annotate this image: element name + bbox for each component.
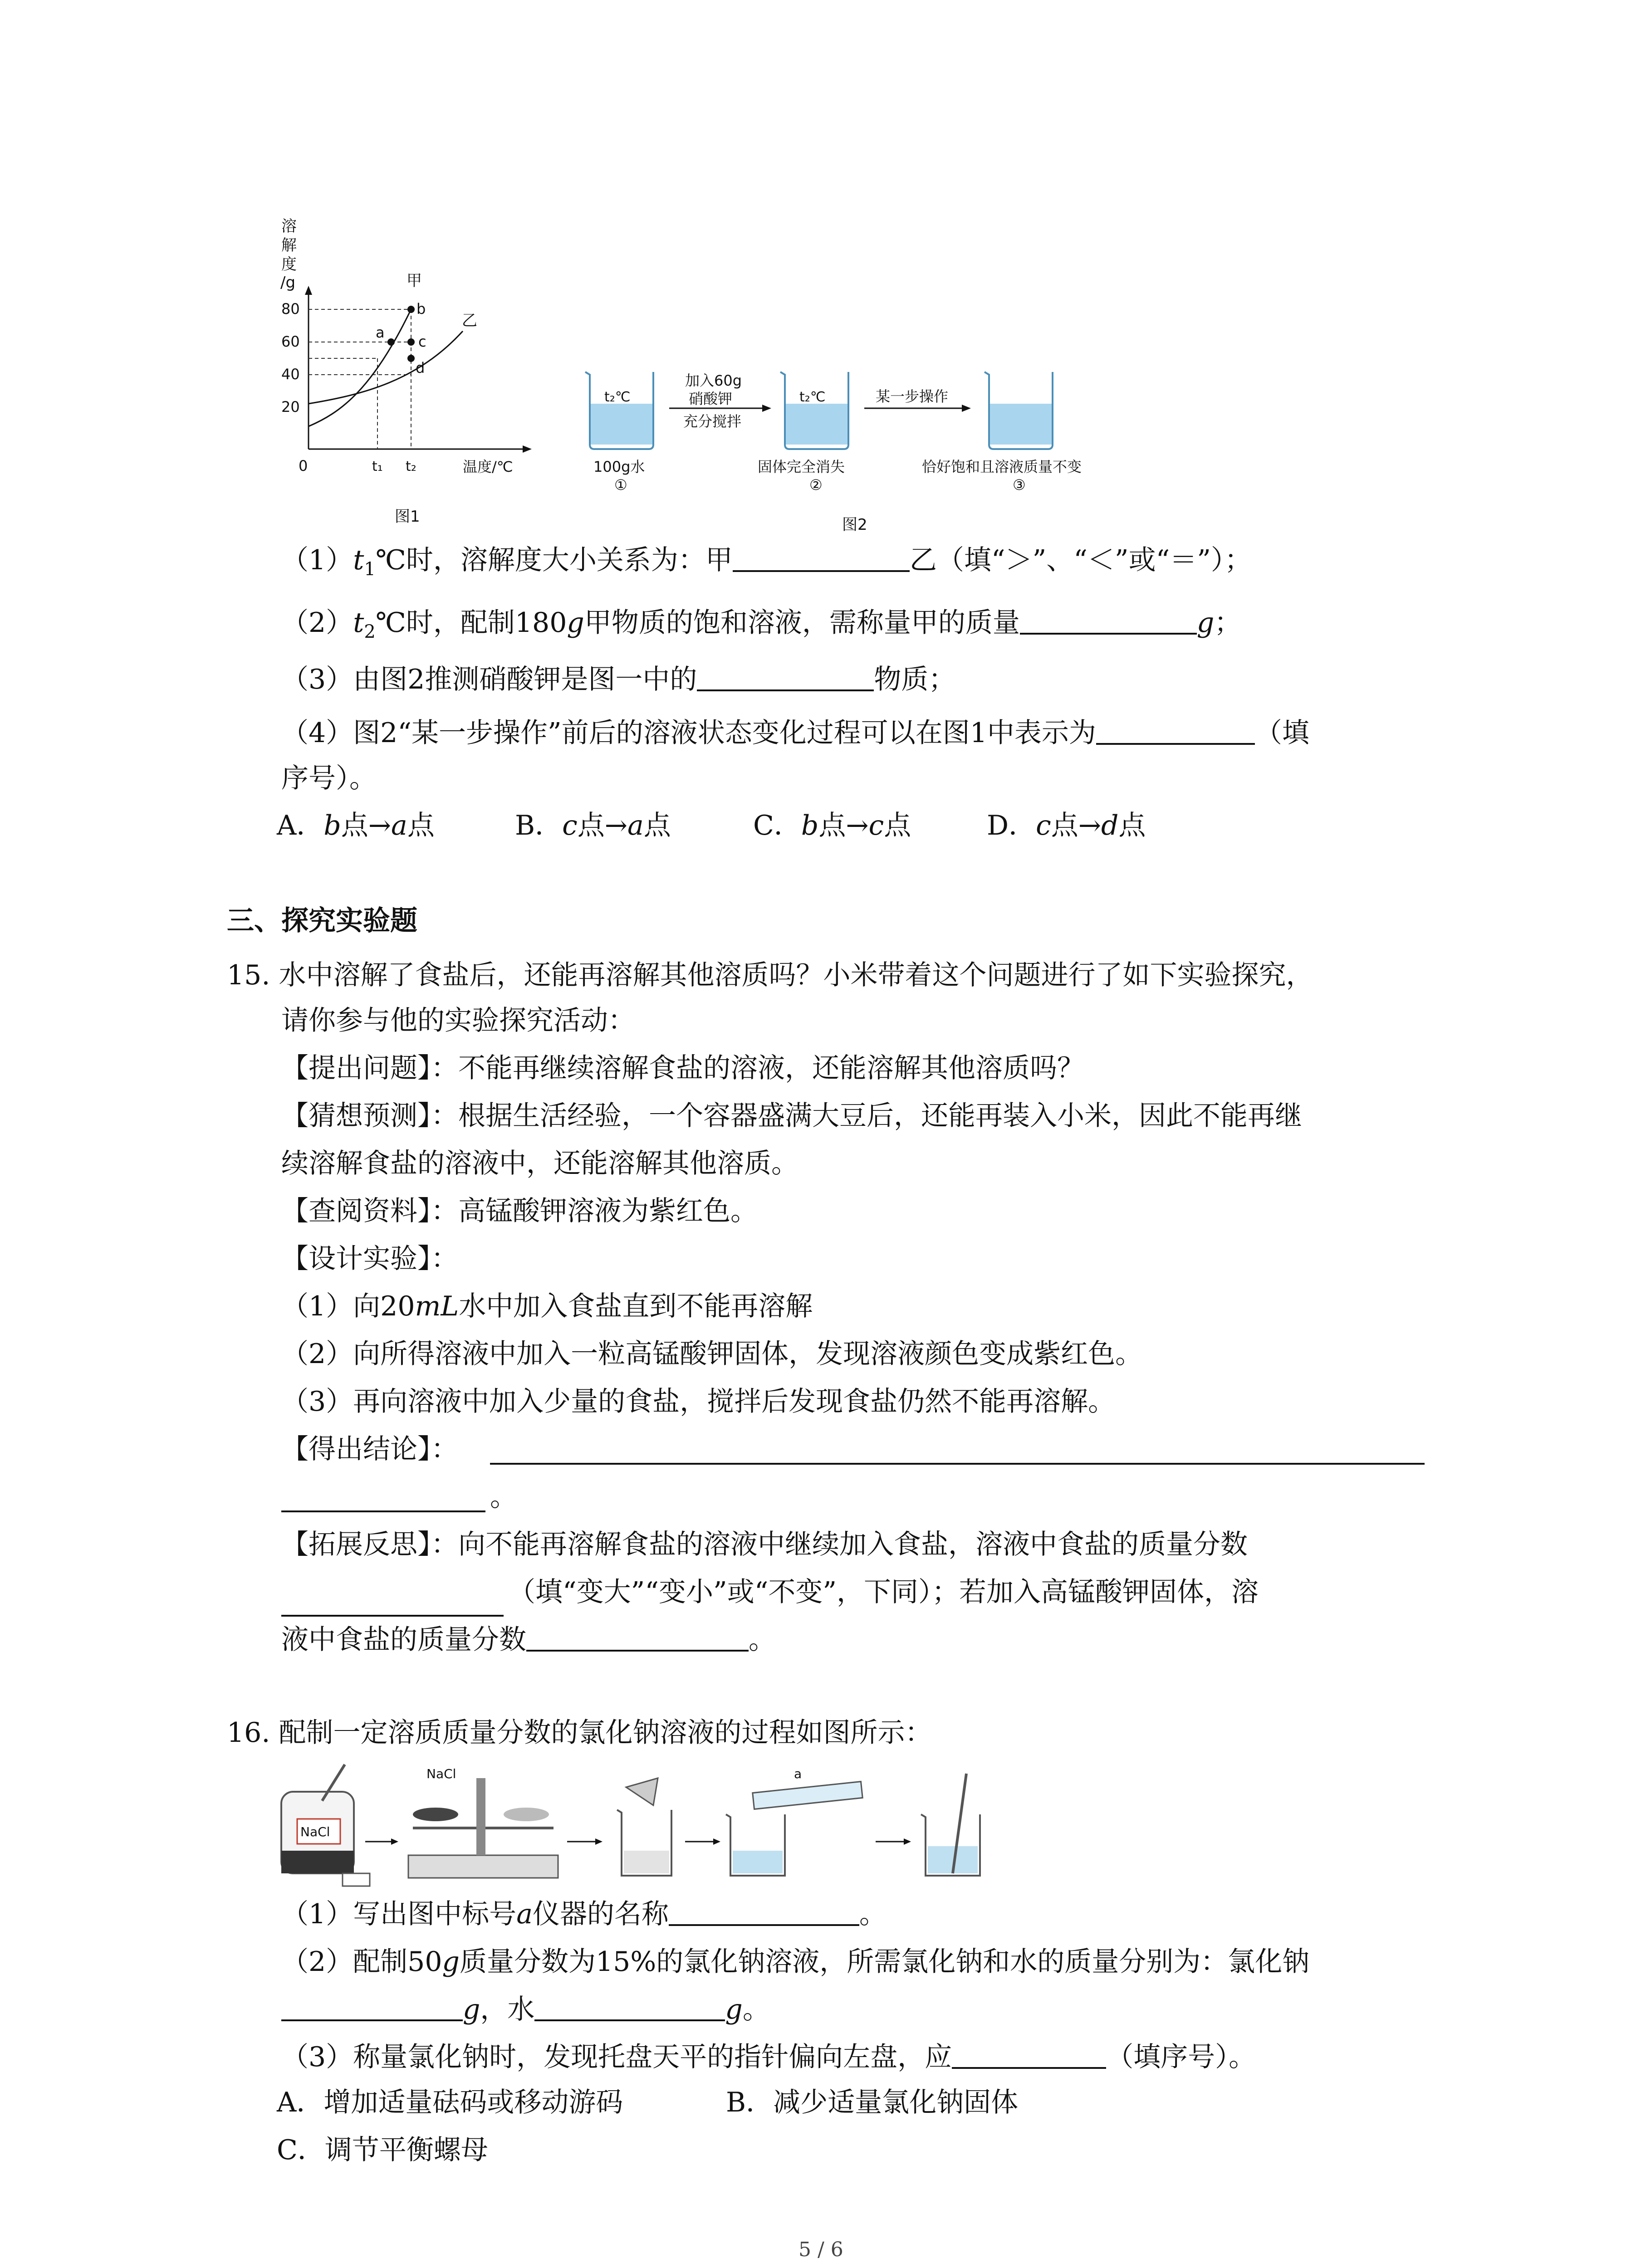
fig2-caption: 图2 [842,516,867,534]
point-b [407,306,415,313]
q15-line: （2）向所得溶液中加入一粒高锰酸钾固体，发现溶液颜色变成紫红色。 [281,1338,1143,1370]
curve-yi-label: 乙 [462,312,477,330]
q14-option-a: A．b点→a点 [277,810,435,841]
q14-part1: $(1)t_1℃$时，溶解度大小关系为：甲 乙（填“＞”、“＜”或“＝”）； [281,544,1252,580]
y-tick-label: 60 [281,333,300,350]
arrow-1 [669,372,771,430]
num-2: ② [809,476,823,494]
q14-part4: （4）图2“某一步操作”前后的溶液状态变化过程可以在图1中表示为 （填 [281,717,1309,749]
x-axis-arrow [523,445,532,453]
solubility-chart [272,213,544,531]
note-2: 固体完全消失 [758,458,845,475]
num-1: ① [614,476,627,494]
answer-blank[interactable] [526,1650,749,1652]
pour-beaker [617,1778,671,1876]
answer-blank[interactable] [669,1924,859,1926]
q15-line: 【查阅资料】：高锰酸钾溶液为紫红色。 [281,1195,758,1227]
q16-part2-cont: g，水 g。 [281,1991,770,2028]
curve-jia [309,309,411,426]
answer-blank[interactable] [281,2019,463,2021]
y-ticks [281,300,308,474]
q14-option-c: C．b点→c点 [753,810,911,841]
beaker-1 [585,372,653,449]
q16-part3: （3）称量氯化钠时，发现托盘天平的指针偏向左盘，应 （填序号）。 [281,2041,1256,2073]
q15-line: 【拓展反思】：向不能再溶解食盐的溶液中继续加入食盐，溶液中食盐的质量分数 [281,1529,1248,1560]
q16-part2: （2）配制50g质量分数为15%的氯化钠溶液，所需氯化钠和水的质量分别为：氯化钠 [281,1946,1310,1978]
q16-part1: （1）写出图中标号a仪器的名称 。 [281,1898,887,1930]
q15-line: 【设计实验】： [281,1243,458,1275]
q15-line: 。 [490,1481,517,1513]
point-a [387,338,395,346]
q16-option-a: A．增加适量砝码或移动游码 [277,2087,623,2118]
arrow-1-line: 硝酸钾 [689,390,733,407]
beaker-2-label: t₂℃ [799,389,826,405]
q15-line: 15. 水中溶解了食盐后，还能再溶解其他溶质吗？小米带着这个问题进行了如下实验探究， [227,959,1313,991]
beaker-diagram [572,358,1161,535]
fig1-caption: 图1 [395,508,420,526]
origin-label: 0 [299,457,308,474]
q15-line: 【提出问题】：不能再继续溶解食盐的溶液，还能溶解其他溶质吗？ [281,1052,1084,1084]
balance-label: NaCl [426,1766,456,1781]
arrow-1-line: 加入60g [685,372,742,389]
beaker-notes [593,458,1082,534]
page-number: 5 / 6 [798,2238,843,2261]
answer-blank[interactable] [281,1510,485,1512]
q14-part2: $(2)t_2℃$时，配制180g甲物质的饱和溶液，需称量甲的质量 g； [281,607,1242,642]
q14-option-d: D．c点→d点 [987,810,1146,841]
y-tick-label: 20 [281,398,300,415]
balance [408,1766,558,1878]
answer-blank[interactable] [733,570,910,572]
y-axis-label [280,217,297,292]
label-a: a [794,1766,802,1781]
answer-blank[interactable] [1020,633,1197,635]
point-label: c [418,333,426,350]
note-3: 恰好饱和且溶液质量不变 [922,458,1082,475]
point-label: a [376,324,385,341]
arrow-2-label: 某一步操作 [876,388,949,405]
q14-option-b: B．c点→a点 [515,810,671,841]
q15-line: 【猜想预测】：根据生活经验，一个容器盛满大豆后，还能再装入小米，因此不能再继 [281,1100,1302,1132]
q15-line: （1）向20mL水中加入食盐直到不能再溶解 [281,1290,813,1322]
ylabel-char: 溶 [281,217,297,235]
answer-blank[interactable] [1096,743,1255,745]
ylabel-char: /g [280,274,296,292]
point-d [407,355,415,362]
stir-beaker [921,1774,980,1876]
q15-line: 请你参与他的实验探究活动： [281,1005,635,1036]
q14-part3: （3）由图2推测硝酸钾是图一中的 物质； [281,664,956,695]
point-labels [376,300,426,376]
point-c [407,338,415,346]
answer-blank[interactable] [490,1463,1425,1465]
y-tick-label: 40 [281,366,300,383]
ylabel-char: 度 [281,255,297,274]
q14-part4-cont: 序号）。 [281,763,377,794]
curve-jia-label: 甲 [407,272,422,290]
arrow-2 [864,388,971,412]
answer-blank[interactable] [697,689,874,691]
q16-option-b: B．减少适量氯化钠固体 [726,2087,1019,2118]
q15-line: （填“变大”“变小”或“不变”，下同）；若加入高锰酸钾固体，溶 [508,1576,1259,1608]
q15-line: 续溶解食盐的溶液中，还能溶解其他溶质。 [281,1148,798,1179]
q15-line: 液中食盐的质量分数 。 [281,1624,776,1656]
answer-blank[interactable] [281,1615,504,1617]
beaker-2 [780,372,848,449]
point-label: b [416,300,426,318]
y-axis-arrow [305,286,312,295]
section-heading: 三、探究实验题 [227,905,417,937]
solution-prep-diagram [272,1760,1043,1896]
beaker-1-label: t₂℃ [604,389,631,405]
measuring-cylinder [726,1766,862,1876]
beaker-3 [985,372,1053,449]
point-label: d [416,359,425,376]
answer-blank[interactable] [534,2019,725,2021]
jar-label: NaCl [300,1824,330,1839]
x-tick-label: t₁ [372,459,383,474]
ylabel-char: 解 [281,236,297,254]
q15-conclusion-label: 【得出结论】： [281,1433,458,1465]
y-tick-label: 80 [281,300,300,318]
reagent-jar [281,1765,370,1886]
x-ticks [372,459,416,474]
x-tick-label: t₂ [406,459,416,474]
x-axis-label: 温度/℃ [463,458,513,475]
q16-option-c: C．调节平衡螺母 [277,2134,488,2166]
arrow-1-line: 充分搅拌 [683,413,742,430]
q15-line: （3）再向溶液中加入少量的食盐，搅拌后发现食盐仍然不能再溶解。 [281,1386,1116,1418]
answer-blank[interactable] [952,2067,1106,2069]
note-1: 100g水 [593,458,645,475]
q16-line: 16. 配制一定溶质质量分数的氯化钠溶液的过程如图所示： [227,1717,932,1749]
num-3: ③ [1013,476,1026,494]
